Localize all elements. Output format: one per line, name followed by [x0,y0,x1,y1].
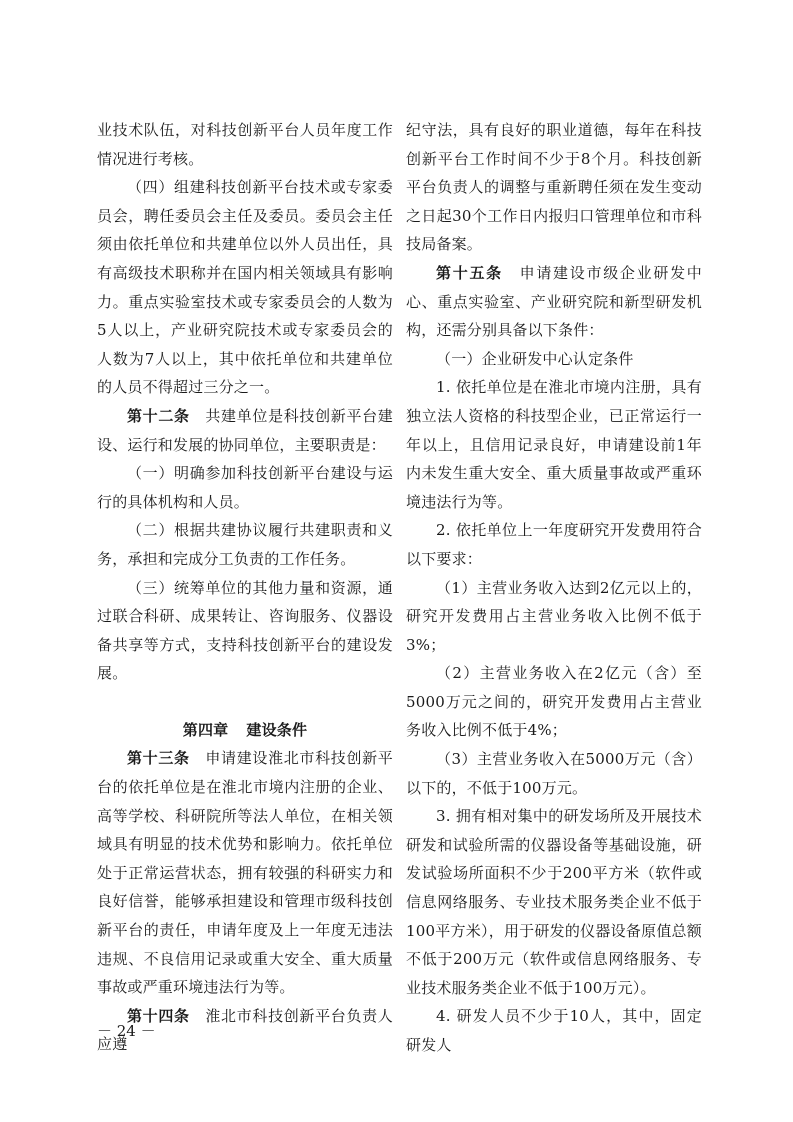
paragraph: 3. 拥有相对集中的研发场所及开展技术研发和试验所需的仪器设备等基础设施，研发试验场所面积不少于200平方米（软件或信息网络服务、专业技术服务类企业不低于100平方米），用于研发的仪器设备原值总额不低于200万元（软件或信息网络服务、专业技术服务类企业不低于100万元）。 [406,807,702,997]
page-number: － 24 － [97,1022,156,1040]
paragraph: （一）明确参加科技创新平台建设与运行的具体机构和人员。 [97,464,393,511]
paragraph: 业技术队伍，对科技创新平台人员年度工作情况进行考核。 [97,121,393,168]
paragraph: （2）主营业务收入在2亿元（含）至5000万元之间的，研究开发费用占主营业务收入比例不低于4%； [406,664,702,740]
article-text: 申请建设市级企业研发中心、重点实验室、产业研究院和新型研发机构，还需分别具备以下条件： [406,263,702,340]
left-column [97,116,393,1059]
article-heading: 第十四条 [127,1006,190,1025]
right-column [406,116,702,1060]
article-heading: 第十二条 [127,406,190,425]
paragraph: （1）主营业务收入达到2亿元以上的，研究开发费用占主营业务收入比例不低于3%； [406,578,702,654]
paragraph: 纪守法，具有良好的职业道德，每年在科技创新平台工作时间不少于8个月。科技创新平台负责人的调整与重新聘任须在发生变动之日起30个工作日内报归口管理单位和市科技局备案。 [406,121,702,254]
paragraph: 2. 依托单位上一年度研究开发费用符合以下要求： [406,521,702,568]
article-15 [406,259,702,345]
article-text: 共建单位是科技创新平台建设、运行和发展的协同单位，主要职责是： [97,406,393,454]
paragraph: （二）根据共建协议履行共建职责和义务，承担和完成分工负责的工作任务。 [97,521,393,568]
paragraph: （四）组建科技创新平台技术或专家委员会，聘任委员会主任及委员。委员会主任须由依托单位和共建单位以外人员出任，具有高级技术职称并在国内相关领域具有影响力。重点实验室技术或专家委员会的人数为5人以上，产业研究院技术或专家委员会的人数为7人以上，其中依托单位和共建单位的人员不得超过三分之一。 [97,178,393,397]
chapter-title: 建设条件 [246,720,308,739]
article-12 [97,402,393,459]
article-heading: 第十三条 [127,749,190,768]
chapter-heading [97,716,393,745]
paragraph: （一）企业研发中心认定条件 [436,349,634,368]
article-13 [97,744,393,1001]
chapter-number: 第四章 [182,720,229,739]
paragraph: （三）统筹单位的其他力量和资源，通过联合科研、成果转让、咨询服务、仪器设备共享等方式，支持科技创新平台的建设发展。 [97,578,393,683]
paragraph: 1. 依托单位是在淮北市境内注册，具有独立法人资格的科技型企业，已正常运行一年以上，且信用记录良好，申请建设前1年内未发生重大安全、重大质量事故或严重环境违法行为等。 [406,378,702,511]
article-text: 淮北市科技创新平台负责人应遵 [97,1006,393,1054]
article-text: 申请建设淮北市科技创新平台的依托单位是在淮北市境内注册的企业、高等学校、科研院所等法人单位，在相关领域具有明显的技术优势和影响力。依托单位处于正常运营状态，拥有较强的科研实力和良好信誉，能够承担建设和管理市级科技创新平台的责任，申请年度及上一年度无违法违规、不良信用记录或重大安全、重大质量事故或严重环境违法行为等。 [97,749,393,997]
article-heading: 第十五条 [436,263,503,282]
paragraph: 4. 研发人员不少于10人，其中，固定研发人 [406,1007,702,1054]
paragraph: （3）主营业务收入在5000万元（含）以下的，不低于100万元。 [406,750,702,797]
